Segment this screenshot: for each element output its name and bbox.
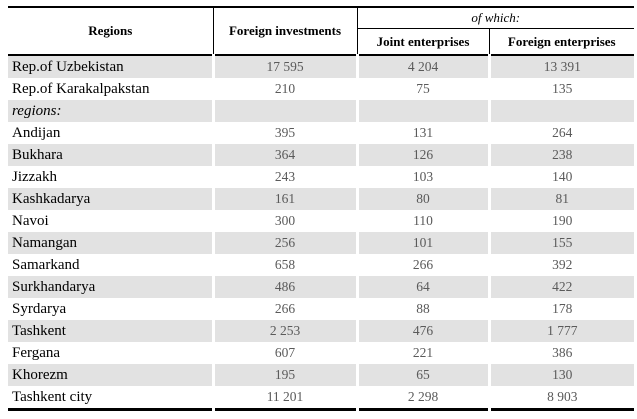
foreign-investments-cell: 395 (213, 122, 357, 144)
region-name-cell: Rep.of Karakalpakstan (8, 78, 213, 100)
region-name-cell: regions: (8, 100, 213, 122)
joint-enterprises-cell: 131 (357, 122, 489, 144)
foreign-investments-cell: 11 201 (213, 386, 357, 410)
foreign-investments-cell: 256 (213, 232, 357, 254)
joint-enterprises-cell (357, 100, 489, 122)
table-row (8, 166, 634, 188)
joint-enterprises-cell: 4 204 (357, 55, 489, 78)
foreign-enterprises-cell: 130 (489, 364, 634, 386)
joint-enterprises-cell: 221 (357, 342, 489, 364)
region-name-cell: Jizzakh (8, 166, 213, 188)
foreign-enterprises-cell: 238 (489, 144, 634, 166)
table-row (8, 100, 634, 122)
table-row (8, 122, 634, 144)
joint-enterprises-cell: 110 (357, 210, 489, 232)
foreign-investments-cell: 658 (213, 254, 357, 276)
foreign-investments-cell: 607 (213, 342, 357, 364)
foreign-enterprises-cell: 190 (489, 210, 634, 232)
foreign-investments-cell: 210 (213, 78, 357, 100)
column-header-foreign-enterprises: Foreign enterprises (489, 29, 634, 56)
foreign-investments-cell: 161 (213, 188, 357, 210)
foreign-investments-cell: 300 (213, 210, 357, 232)
column-header-joint-enterprises: Joint enterprises (357, 29, 489, 56)
table-row (8, 298, 634, 320)
table-row (8, 276, 634, 298)
joint-enterprises-cell: 103 (357, 166, 489, 188)
table-row (8, 78, 634, 100)
joint-enterprises-cell: 2 298 (357, 386, 489, 410)
foreign-enterprises-cell: 392 (489, 254, 634, 276)
region-name-cell: Rep.of Uzbekistan (8, 55, 213, 78)
column-header-regions: Regions (8, 7, 213, 55)
table-row (8, 188, 634, 210)
foreign-enterprises-cell: 135 (489, 78, 634, 100)
foreign-investments-cell (213, 100, 357, 122)
region-name-cell: Andijan (8, 122, 213, 144)
region-name-cell: Bukhara (8, 144, 213, 166)
foreign-enterprises-cell: 386 (489, 342, 634, 364)
table-row (8, 232, 634, 254)
joint-enterprises-cell: 80 (357, 188, 489, 210)
table-row (8, 342, 634, 364)
header-row-top (8, 7, 634, 29)
region-name-cell: Navoi (8, 210, 213, 232)
foreign-enterprises-cell: 155 (489, 232, 634, 254)
region-name-cell: Kashkadarya (8, 188, 213, 210)
joint-enterprises-cell: 266 (357, 254, 489, 276)
foreign-investments-cell: 486 (213, 276, 357, 298)
foreign-investments-cell: 2 253 (213, 320, 357, 342)
foreign-enterprises-cell: 13 391 (489, 55, 634, 78)
region-name-cell: Namangan (8, 232, 213, 254)
foreign-enterprises-cell: 1 777 (489, 320, 634, 342)
joint-enterprises-cell: 75 (357, 78, 489, 100)
foreign-enterprises-cell: 8 903 (489, 386, 634, 410)
joint-enterprises-cell: 476 (357, 320, 489, 342)
foreign-enterprises-cell: 178 (489, 298, 634, 320)
table-header (8, 7, 634, 55)
joint-enterprises-cell: 65 (357, 364, 489, 386)
foreign-investments-cell: 243 (213, 166, 357, 188)
table-row (8, 364, 634, 386)
table-row (8, 386, 634, 410)
table-row (8, 144, 634, 166)
region-name-cell: Tashkent (8, 320, 213, 342)
foreign-investments-cell: 195 (213, 364, 357, 386)
foreign-enterprises-cell: 422 (489, 276, 634, 298)
region-name-cell: Tashkent city (8, 386, 213, 410)
foreign-enterprises-cell (489, 100, 634, 122)
regions-foreign-investments-table (8, 6, 634, 411)
table-row (8, 254, 634, 276)
column-group-header-of-which: of which: (357, 7, 634, 29)
region-name-cell: Surkhandarya (8, 276, 213, 298)
column-header-foreign-investments: Foreign investments (213, 7, 357, 55)
region-name-cell: Khorezm (8, 364, 213, 386)
table-body (8, 55, 634, 410)
joint-enterprises-cell: 88 (357, 298, 489, 320)
joint-enterprises-cell: 126 (357, 144, 489, 166)
region-name-cell: Fergana (8, 342, 213, 364)
region-name-cell: Samarkand (8, 254, 213, 276)
foreign-investments-cell: 17 595 (213, 55, 357, 78)
joint-enterprises-cell: 64 (357, 276, 489, 298)
region-name-cell: Syrdarya (8, 298, 213, 320)
foreign-enterprises-cell: 140 (489, 166, 634, 188)
foreign-investments-cell: 266 (213, 298, 357, 320)
table-row (8, 55, 634, 78)
table-row (8, 210, 634, 232)
joint-enterprises-cell: 101 (357, 232, 489, 254)
foreign-enterprises-cell: 264 (489, 122, 634, 144)
foreign-enterprises-cell: 81 (489, 188, 634, 210)
foreign-investments-cell: 364 (213, 144, 357, 166)
table-row (8, 320, 634, 342)
